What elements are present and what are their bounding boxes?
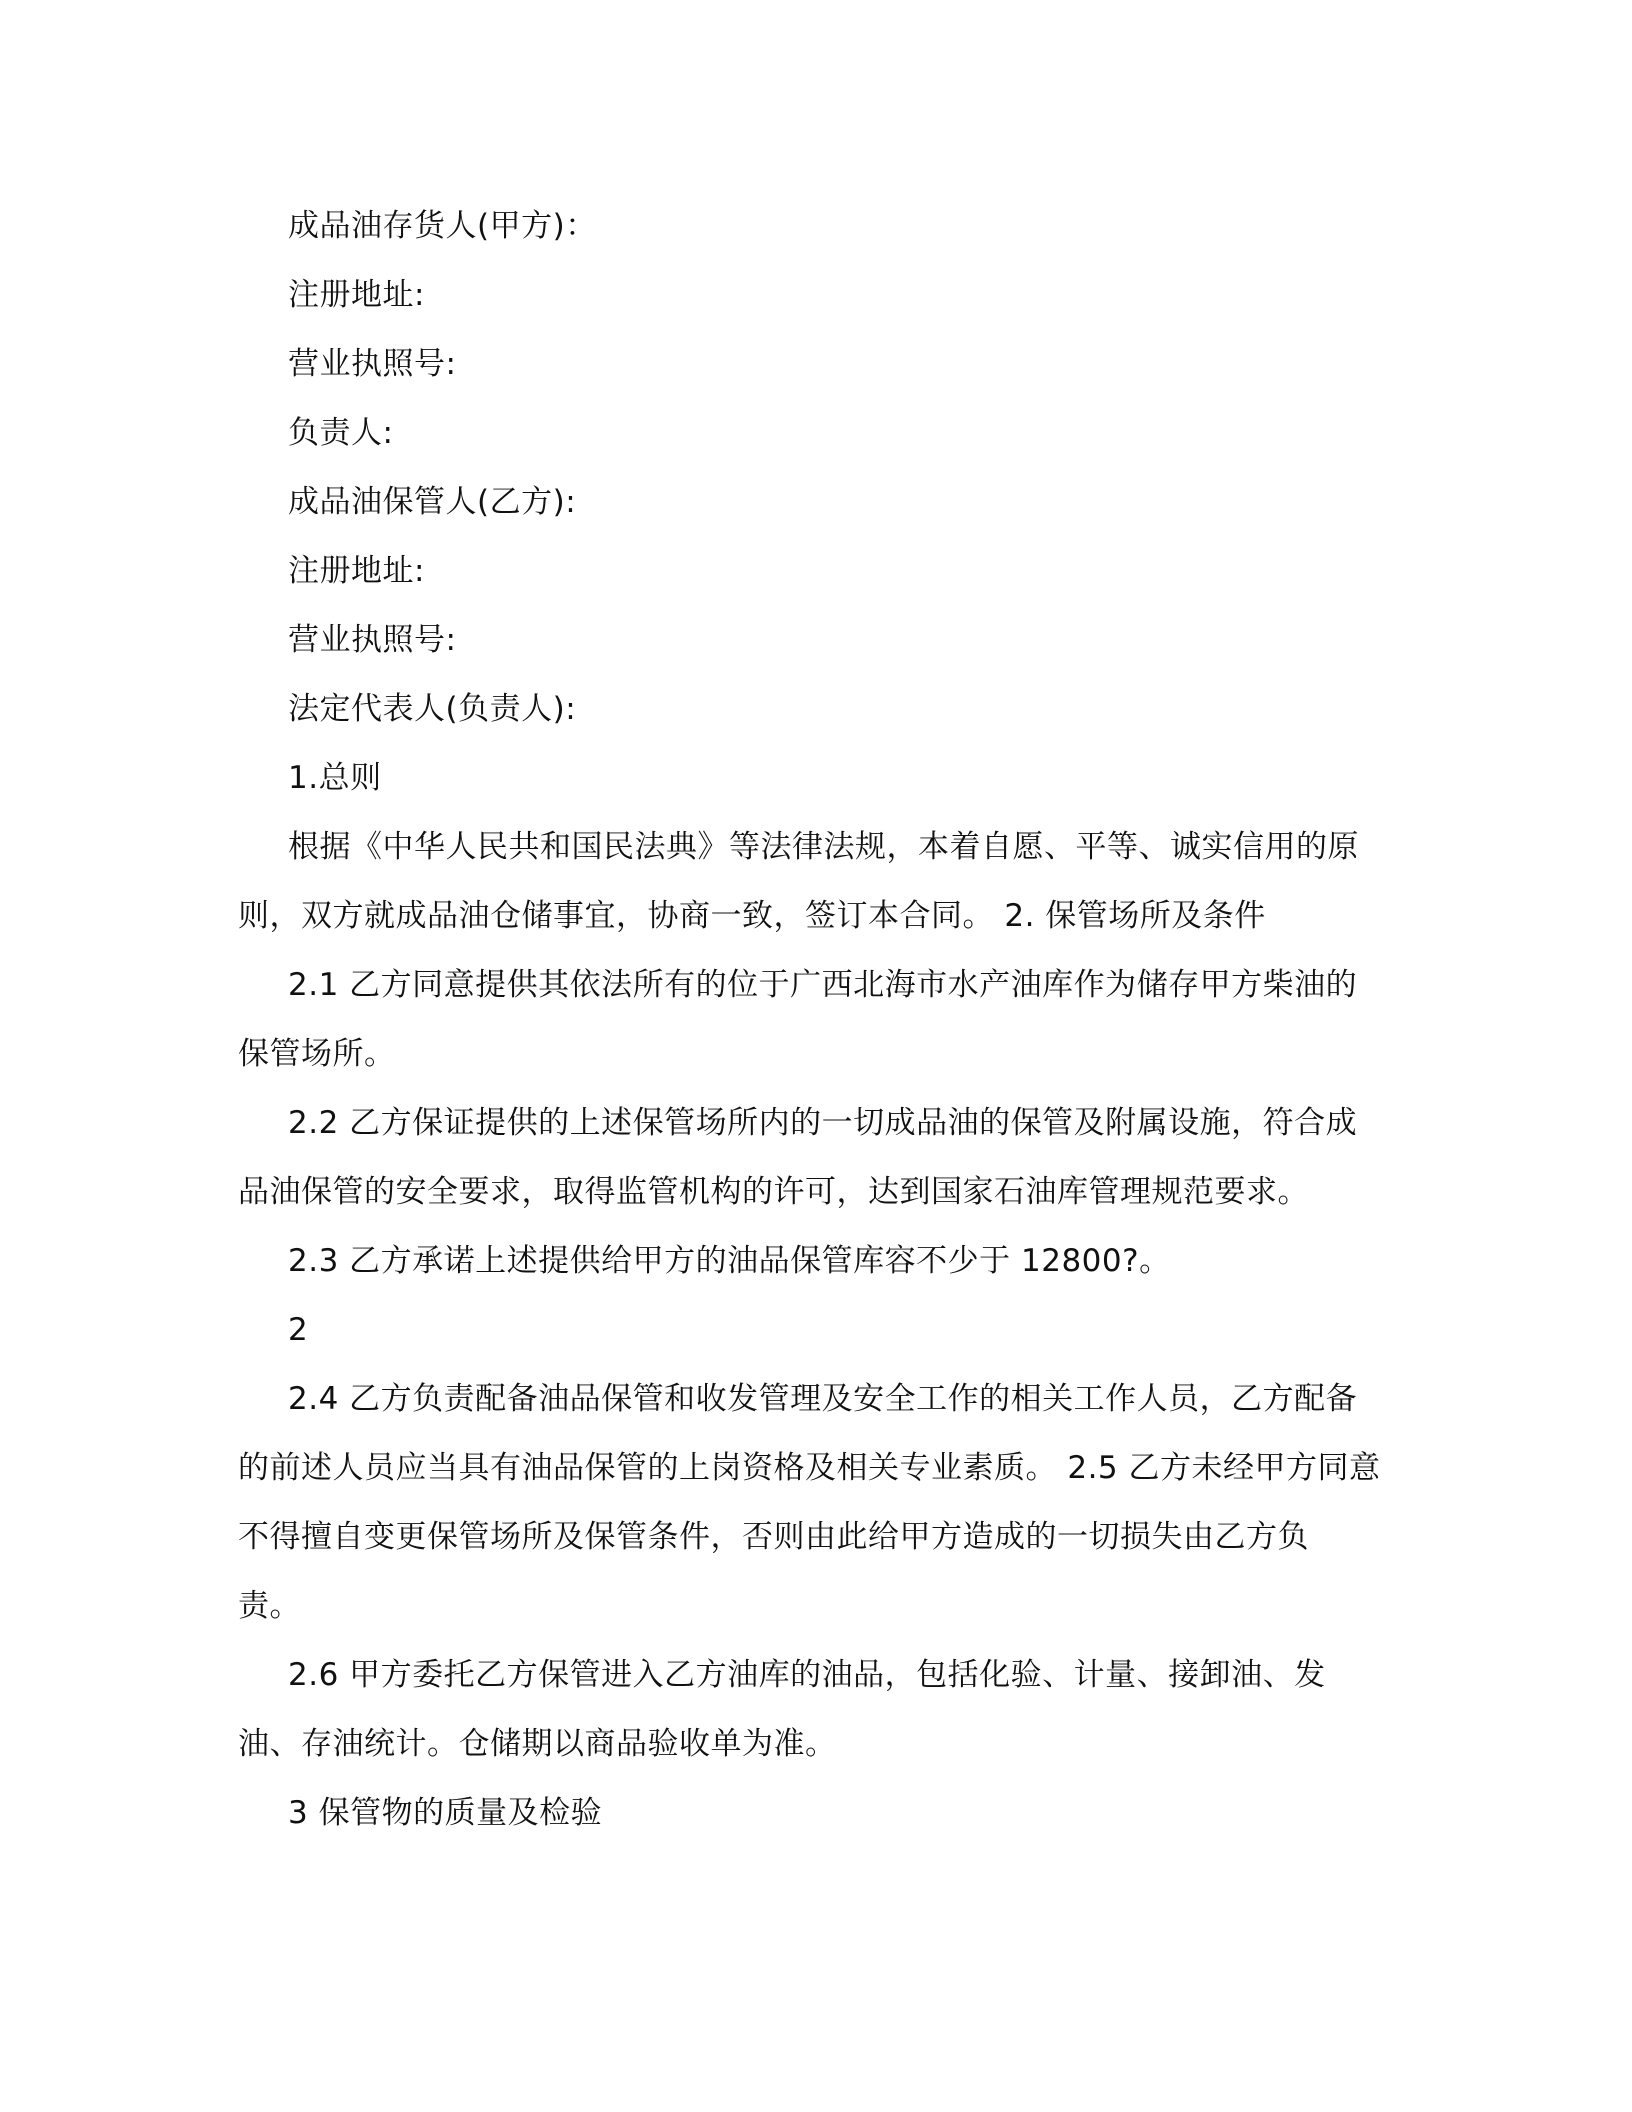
party-a-license-label: 营业执照号: <box>288 346 457 382</box>
paragraph-line: 油、存油统计。仓储期以商品验收单为准。 <box>238 1726 837 1762</box>
party-b-address-label: 注册地址: <box>288 553 425 589</box>
party-a-label: 成品油存货人(甲方)： <box>288 208 597 244</box>
paragraph-line: 根据《中华人民共和国民法典》等法律法规，本着自愿、平等、诚实信用的原 <box>288 829 1359 865</box>
paragraph-line: 则，双方就成品油仓储事宜，协商一致，签订本合同。 2. 保管场所及条件 <box>238 898 1266 934</box>
paragraph-line: 品油保管的安全要求，取得监管机构的许可，达到国家石油库管理规范要求。 <box>238 1174 1309 1210</box>
paragraph-line: 2.1 乙方同意提供其依法所有的位于广西北海市水产油库作为储存甲方柴油的 <box>288 967 1358 1003</box>
paragraph-line: 保管场所。 <box>238 1036 396 1072</box>
party-b-label: 成品油保管人(乙方): <box>288 484 577 520</box>
paragraph-line: 2.6 甲方委托乙方保管进入乙方油库的油品，包括化验、计量、接卸油、发 <box>288 1657 1326 1693</box>
page-number: 2 <box>288 1312 309 1348</box>
paragraph-line: 的前述人员应当具有油品保管的上岗资格及相关专业素质。 2.5 乙方未经甲方同意 <box>238 1450 1381 1486</box>
section-heading-general: 1.总则 <box>288 760 382 796</box>
paragraph-line: 2.4 乙方负责配备油品保管和收发管理及安全工作的相关工作人员，乙方配备 <box>288 1381 1358 1417</box>
paragraph-line: 责。 <box>238 1588 301 1624</box>
paragraph-line: 2.2 乙方保证提供的上述保管场所内的一切成品油的保管及附属设施，符合成 <box>288 1105 1358 1141</box>
paragraph-line: 2.3 乙方承诺上述提供给甲方的油品保管库容不少于 12800?。 <box>288 1243 1171 1279</box>
party-b-representative-label: 法定代表人(负责人): <box>288 691 577 727</box>
party-a-address-label: 注册地址: <box>288 277 425 313</box>
paragraph-line: 不得擅自变更保管场所及保管条件，否则由此给甲方造成的一切损失由乙方负 <box>238 1519 1309 1555</box>
party-b-license-label: 营业执照号: <box>288 622 457 658</box>
party-a-responsible-label: 负责人: <box>288 415 394 451</box>
section-heading-quality: 3 保管物的质量及检验 <box>288 1795 603 1831</box>
